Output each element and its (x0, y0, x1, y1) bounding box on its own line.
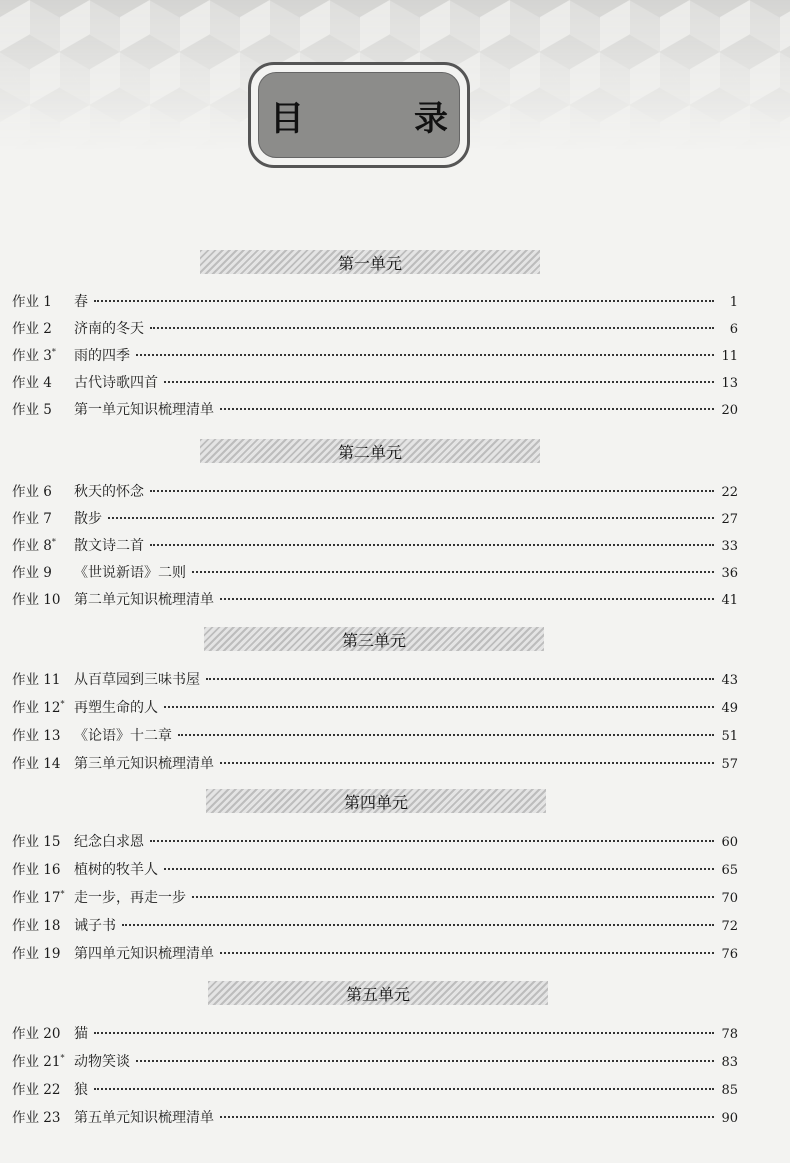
entry-title: 秋天的怀念 (74, 484, 144, 500)
entry-label (12, 696, 74, 716)
toc-entry[interactable] (12, 507, 738, 527)
entry-label (12, 942, 74, 962)
entry-number: 作业 6 (12, 484, 52, 500)
entry-number: 作业 13 (12, 728, 61, 744)
entry-number: 作业 8 (12, 538, 52, 554)
entry-label (12, 830, 74, 850)
entry-number: 作业 16 (12, 862, 61, 878)
entry-title: 春 (74, 294, 88, 310)
page-number: 6 (729, 322, 738, 337)
entry-title: 诫子书 (74, 918, 116, 934)
page-number: 20 (721, 403, 738, 418)
unit-header-label: 第一单元 (337, 253, 402, 273)
entry-title: 植树的牧羊人 (74, 862, 158, 878)
page-number: 72 (721, 919, 738, 934)
toc-entry[interactable] (12, 344, 738, 364)
toc-entry[interactable] (12, 317, 738, 337)
toc-entry[interactable] (12, 398, 738, 418)
optional-mark: * (60, 1053, 65, 1063)
entry-title: 济南的冬天 (74, 321, 144, 337)
entry-title: 散步 (74, 511, 102, 527)
page-number: 43 (721, 673, 738, 688)
toc-entry[interactable] (12, 561, 738, 581)
dot-leader (164, 381, 714, 383)
toc-entry[interactable] (12, 588, 738, 608)
entry-number: 作业 19 (12, 946, 61, 962)
dot-leader (122, 924, 714, 926)
entry-number: 作业 7 (12, 511, 52, 527)
toc-entry[interactable] (12, 830, 738, 850)
page-number: 65 (721, 863, 738, 878)
entry-title: 《论语》十二章 (74, 728, 172, 744)
entry-number: 作业 20 (12, 1026, 61, 1042)
entry-label (12, 317, 74, 337)
toc-entry[interactable] (12, 534, 738, 554)
dot-leader (108, 517, 714, 519)
page-number: 78 (721, 1027, 738, 1042)
entry-title: 狼 (74, 1082, 88, 1098)
page-number: 90 (721, 1111, 738, 1126)
entry-title: 古代诗歌四首 (74, 375, 158, 391)
dot-leader (94, 300, 714, 302)
entry-title: 猫 (74, 1026, 88, 1042)
page-number: 51 (721, 729, 738, 744)
optional-mark: * (60, 889, 65, 899)
entry-number: 作业 17 (12, 890, 61, 906)
unit-header (206, 789, 546, 813)
entry-label (12, 507, 74, 527)
entry-title: 第二单元知识梳理清单 (74, 592, 214, 608)
entry-number: 作业 22 (12, 1082, 61, 1098)
unit-header (204, 627, 544, 651)
toc-entry[interactable] (12, 1022, 738, 1042)
dot-leader (150, 327, 714, 329)
toc-entry[interactable] (12, 696, 738, 716)
entry-number: 作业 14 (12, 756, 61, 772)
dot-leader (192, 896, 714, 898)
dot-leader (150, 840, 714, 842)
toc-entry[interactable] (12, 914, 738, 934)
dot-leader (94, 1032, 714, 1034)
entry-label (12, 752, 74, 772)
dot-leader (206, 678, 714, 680)
entry-title: 再塑生命的人 (74, 700, 158, 716)
toc-entry[interactable] (12, 1050, 738, 1070)
page-number: 1 (729, 295, 738, 310)
entry-label (12, 1078, 74, 1098)
title-plate (258, 72, 486, 158)
entry-number: 作业 1 (12, 294, 52, 310)
entry-label (12, 561, 74, 581)
entry-title: 从百草园到三味书屋 (74, 672, 200, 688)
dot-leader (192, 571, 714, 573)
page-number: 76 (721, 947, 738, 962)
unit-header (200, 439, 540, 463)
toc-entry[interactable] (12, 290, 738, 310)
optional-mark: * (60, 699, 65, 709)
entry-title: 纪念白求恩 (74, 834, 144, 850)
unit-header-label: 第五单元 (345, 984, 410, 1004)
unit-header (208, 981, 548, 1005)
toc-entry[interactable] (12, 886, 738, 906)
page-number: 49 (721, 701, 738, 716)
page-number: 22 (721, 485, 738, 500)
toc-entry[interactable] (12, 752, 738, 772)
entry-number: 作业 3 (12, 348, 52, 364)
toc-entry[interactable] (12, 668, 738, 688)
unit-header-label: 第三单元 (341, 630, 406, 650)
entry-number: 作业 2 (12, 321, 52, 337)
dot-leader (164, 706, 714, 708)
entry-label (12, 858, 74, 878)
entry-title: 动物笑谈 (74, 1054, 130, 1070)
entry-label (12, 398, 74, 418)
entry-label (12, 668, 74, 688)
optional-mark: * (51, 537, 56, 547)
entry-label (12, 344, 74, 364)
entry-label (12, 534, 74, 554)
dot-leader (220, 762, 714, 764)
toc-entry[interactable] (12, 724, 738, 744)
entry-label (12, 1050, 74, 1070)
unit-header-label: 第四单元 (343, 792, 408, 812)
entry-label (12, 1022, 74, 1042)
entry-title: 雨的四季 (74, 348, 130, 364)
page-number: 41 (721, 593, 738, 608)
page-number: 60 (721, 835, 738, 850)
entry-number: 作业 11 (12, 672, 61, 688)
entry-label (12, 1106, 74, 1126)
dot-leader (178, 734, 714, 736)
dot-leader (220, 408, 714, 410)
entry-number: 作业 5 (12, 402, 52, 418)
page-number: 70 (721, 891, 738, 906)
page-number: 33 (721, 539, 738, 554)
entry-label (12, 914, 74, 934)
entry-number: 作业 9 (12, 565, 52, 581)
page-number: 36 (721, 566, 738, 581)
page-number: 27 (721, 512, 738, 527)
toc-entry[interactable] (12, 858, 738, 878)
entry-title: 《世说新语》二则 (74, 565, 186, 581)
entry-label (12, 724, 74, 744)
entry-label (12, 886, 74, 906)
entry-number: 作业 10 (12, 592, 61, 608)
title-frame (248, 62, 486, 168)
entry-number: 作业 23 (12, 1110, 61, 1126)
dot-leader (150, 490, 714, 492)
page-number: 57 (721, 757, 738, 772)
entry-label (12, 371, 74, 391)
entry-label (12, 480, 74, 500)
toc-entry[interactable] (12, 942, 738, 962)
entry-number: 作业 18 (12, 918, 61, 934)
entry-title: 第四单元知识梳理清单 (74, 946, 214, 962)
page-number: 83 (721, 1055, 738, 1070)
dot-leader (164, 868, 714, 870)
entry-title: 第五单元知识梳理清单 (74, 1110, 214, 1126)
entry-title: 第三单元知识梳理清单 (74, 756, 214, 772)
dot-leader (94, 1088, 714, 1090)
toc-entry[interactable] (12, 371, 738, 391)
entry-number: 作业 4 (12, 375, 52, 391)
toc-entry[interactable] (12, 480, 738, 500)
page-number: 11 (721, 349, 738, 364)
toc-entry[interactable] (12, 1106, 738, 1126)
entry-title: 散文诗二首 (74, 538, 144, 554)
dot-leader (220, 598, 714, 600)
entry-number: 作业 21 (12, 1054, 61, 1070)
entry-title: 走一步，再走一步 (74, 890, 186, 906)
page-number: 13 (721, 376, 738, 391)
dot-leader (136, 1060, 714, 1062)
dot-leader (150, 544, 714, 546)
entry-number: 作业 15 (12, 834, 61, 850)
toc-entry[interactable] (12, 1078, 738, 1098)
page-number: 85 (721, 1083, 738, 1098)
dot-leader (220, 1116, 714, 1118)
unit-header (200, 250, 540, 274)
page-title: 目 录 (270, 98, 486, 139)
entry-title: 第一单元知识梳理清单 (74, 402, 214, 418)
dot-leader (136, 354, 714, 356)
unit-header-label: 第二单元 (337, 442, 402, 462)
entry-label (12, 588, 74, 608)
entry-label (12, 290, 74, 310)
entry-number: 作业 12 (12, 700, 61, 716)
dot-leader (220, 952, 714, 954)
optional-mark: * (51, 347, 56, 357)
